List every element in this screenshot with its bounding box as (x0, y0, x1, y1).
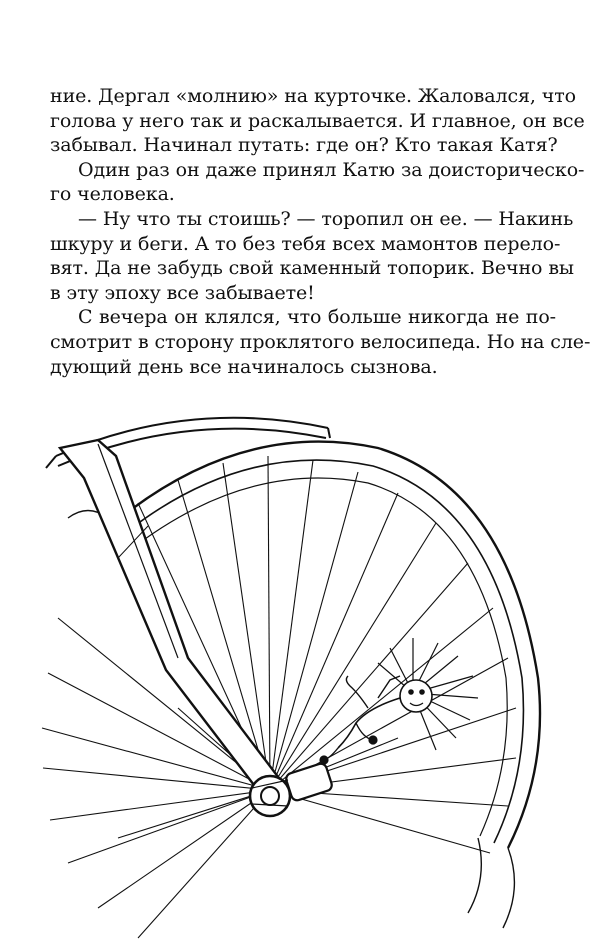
creature-figure (320, 638, 478, 764)
text-line: шкуру и беги. А то без тебя всех мамонтов перело- (50, 232, 561, 255)
text-line: С вечера он клялся, что больше никогда не по- (78, 306, 556, 329)
text-line: смотрит в сторону проклятого велосипеда. Но на сле- (50, 330, 591, 353)
wheel-rim (68, 442, 540, 928)
body-text (50, 84, 591, 379)
text-line: в эту эпоху все забываете! (50, 281, 315, 304)
text-line: вят. Да не забудь свой каменный топорик. Вечно вы (50, 257, 574, 280)
text-line: голова у него так и раскалывается. И главное, он все (50, 109, 585, 132)
bicycle-wheel-illustration (38, 408, 574, 944)
text-line: ние. Дергал «молнию» на курточке. Жаловался, что (50, 85, 576, 107)
text-line: — Ну что ты стоишь? — торопил он ее. — Накинь (78, 207, 574, 230)
bicycle-fork (60, 440, 288, 806)
text-line: забывал. Начинал путать: где он? Кто такая Катя? (50, 134, 558, 157)
text-line: дующий день все начиналось сызнова. (50, 355, 438, 378)
text-line: Один раз он даже принял Катю за доисторическо- (78, 158, 585, 181)
text-line: го человека. (50, 183, 175, 206)
